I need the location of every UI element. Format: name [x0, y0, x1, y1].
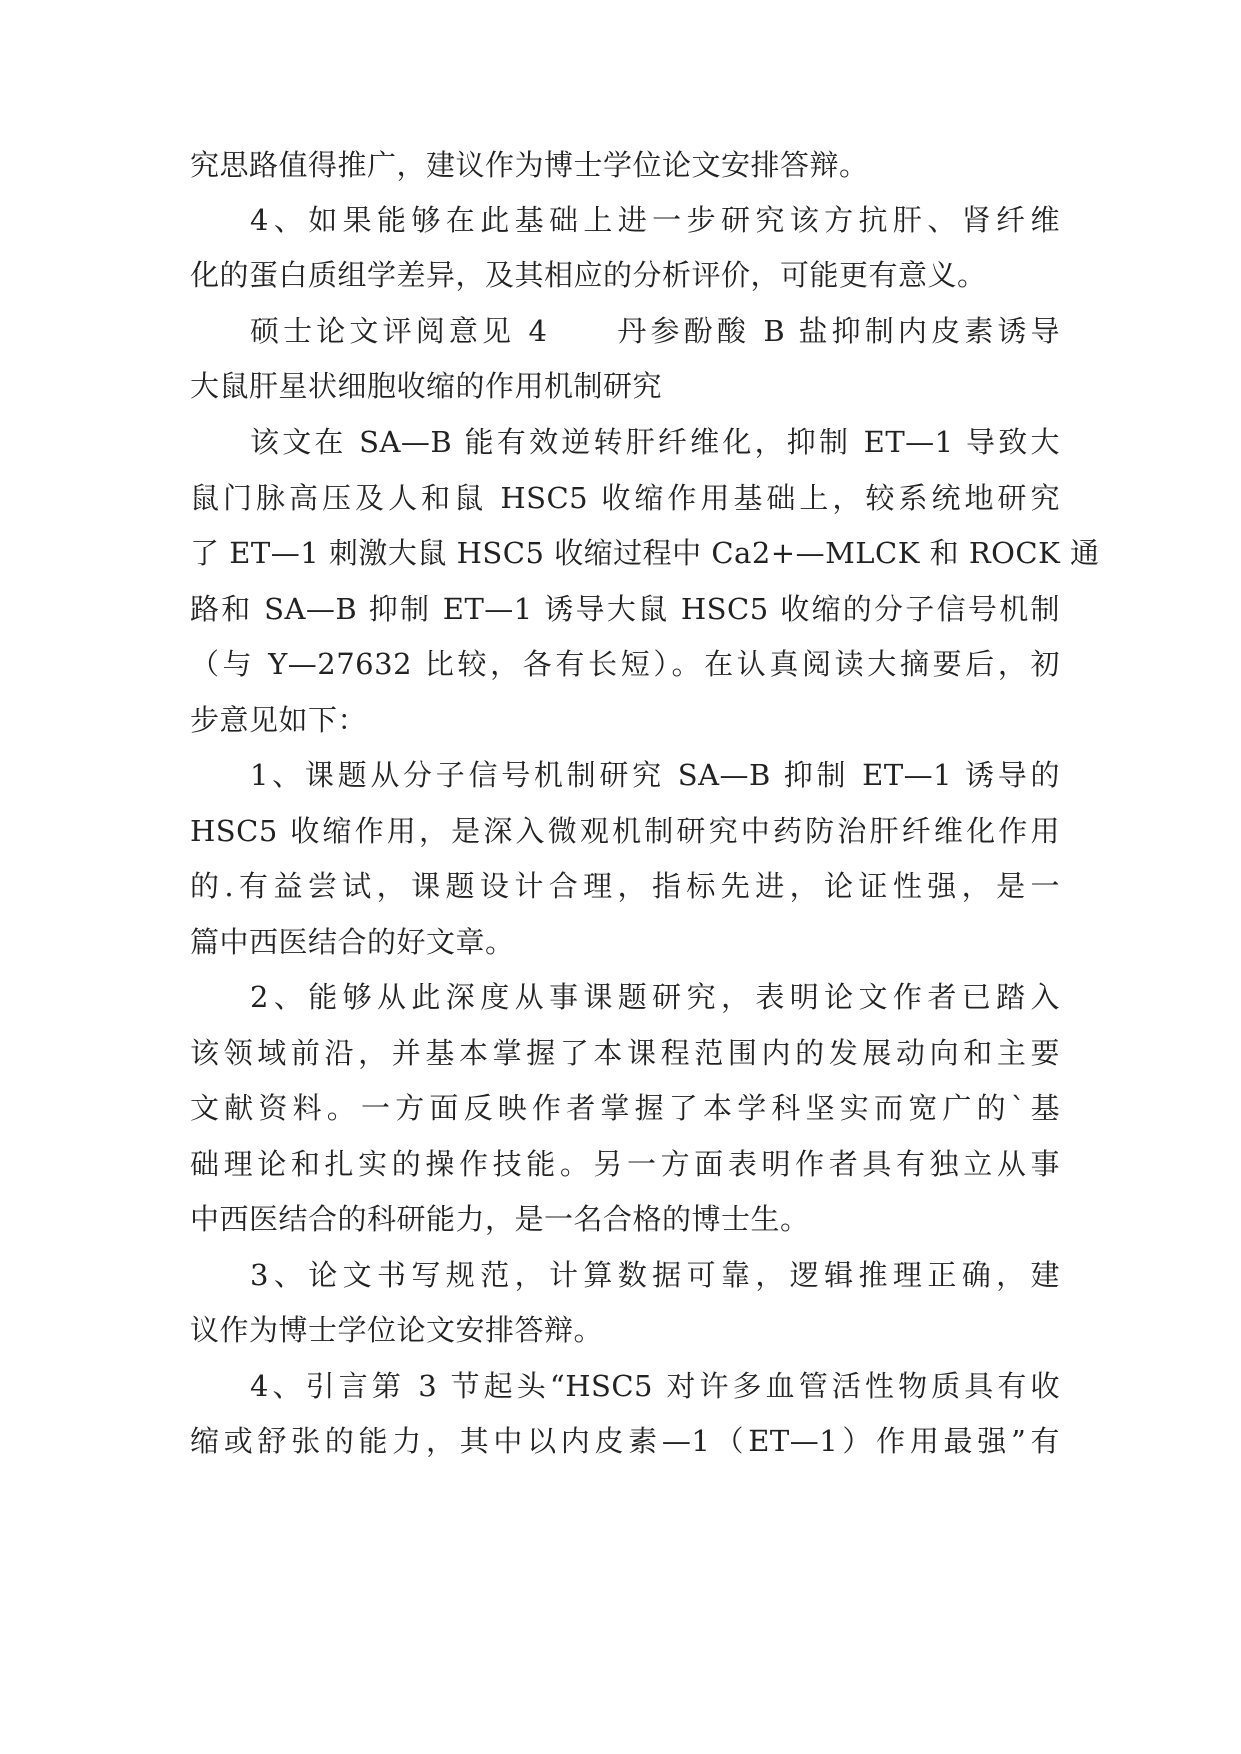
text-line: 础理论和扎实的操作技能。另一方面表明作者具有独立从事	[190, 1147, 1060, 1181]
text-line: 该文在 SA—B 能有效逆转肝纤维化，抑制 ET—1 导致大	[250, 425, 1060, 459]
section-heading-line: 硕士论文评阅意见 4 丹参酚酸 B 盐抑制内皮素诱导	[250, 314, 1060, 348]
text-line: 议作为博士学位论文安排答辩。	[190, 1313, 604, 1347]
text-line: 1、课题从分子信号机制研究 SA—B 抑制 ET—1 诱导的	[250, 758, 1060, 792]
text-line: 文献资料。一方面反映作者掌握了本学科坚实而宽广的`基	[190, 1091, 1060, 1125]
text-line: 篇中西医结合的好文章。	[190, 925, 515, 959]
text-line: HSC5 收缩作用，是深入微观机制研究中药防治肝纤维化作用	[190, 814, 1060, 848]
text-line: 究思路值得推广，建议作为博士学位论文安排答辩。	[190, 148, 869, 182]
text-line: 该领域前沿，并基本掌握了本课程范围内的发展动向和主要	[190, 1036, 1060, 1070]
text-line: 步意见如下：	[190, 703, 368, 737]
text-line: 4、引言第 3 节起头“HSC5 对许多血管活性物质具有收	[250, 1369, 1060, 1403]
text-line: 缩或舒张的能力，其中以内皮素—1（ET—1）作用最强”有	[190, 1424, 1060, 1458]
text-line: 化的蛋白质组学差异，及其相应的分析评价，可能更有意义。	[190, 258, 987, 292]
text-line: 鼠门脉高压及人和鼠 HSC5 收缩作用基础上，较系统地研究	[190, 481, 1060, 515]
text-line: （与 Y—27632 比较，各有长短）。在认真阅读大摘要后，初	[190, 647, 1060, 681]
text-line: 4、如果能够在此基础上进一步研究该方抗肝、肾纤维	[250, 203, 1060, 237]
text-line: 3、论文书写规范，计算数据可靠，逻辑推理正确，建	[250, 1258, 1060, 1292]
text-line: 的.有益尝试，课题设计合理，指标先进，论证性强，是一	[190, 869, 1060, 903]
section-heading-line: 大鼠肝星状细胞收缩的作用机制研究	[190, 369, 663, 403]
text-line: 2、能够从此深度从事课题研究，表明论文作者已踏入	[250, 980, 1060, 1014]
text-line: 了 ET—1 刺激大鼠 HSC5 收缩过程中 Ca2+—MLCK 和 ROCK 通	[190, 536, 1100, 570]
text-line: 路和 SA—B 抑制 ET—1 诱导大鼠 HSC5 收缩的分子信号机制	[190, 592, 1060, 626]
text-line: 中西医结合的科研能力，是一名合格的博士生。	[190, 1202, 810, 1236]
